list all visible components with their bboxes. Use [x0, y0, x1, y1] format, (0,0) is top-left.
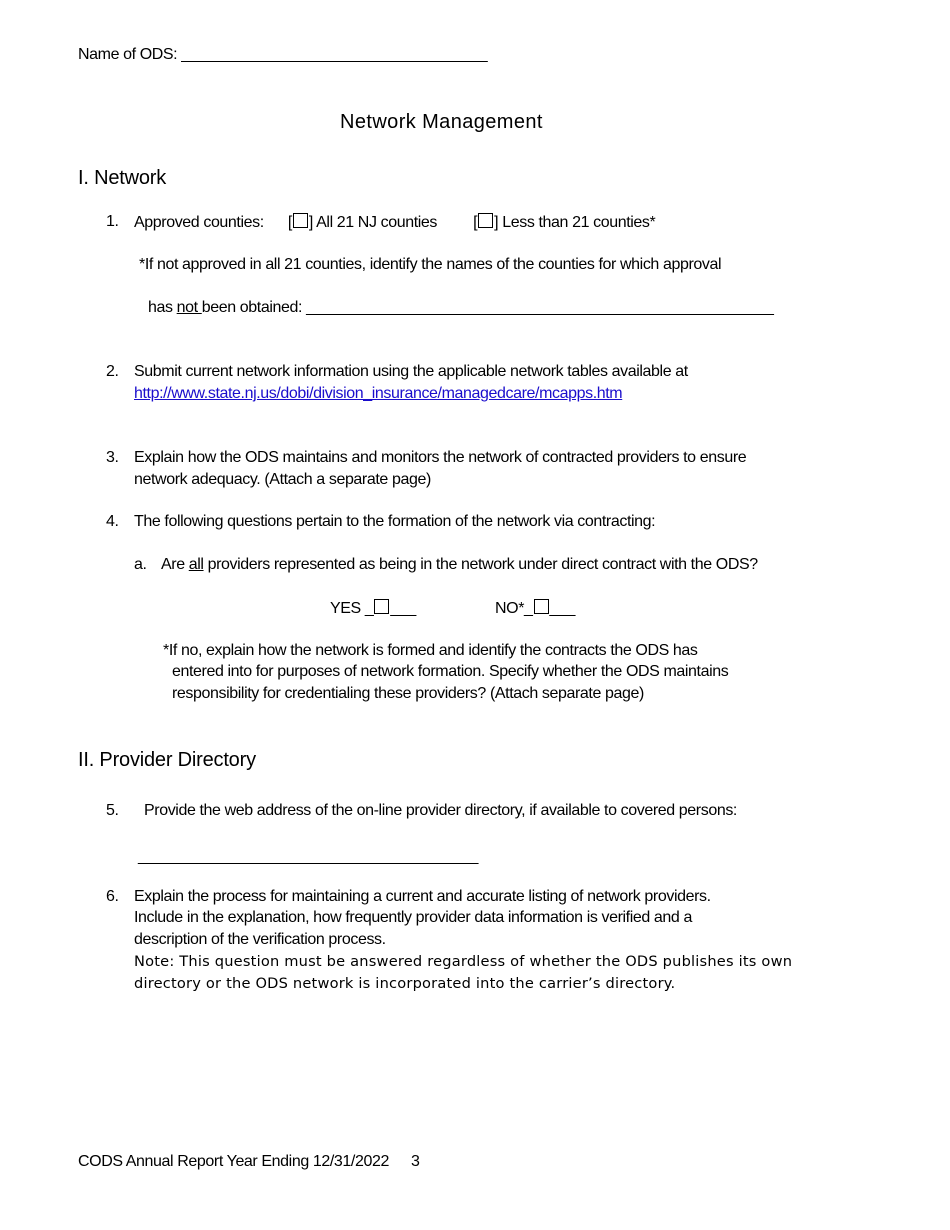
q4a-all: all — [188, 556, 204, 573]
q4a-post: providers represented as being in the network under direct contract with the ODS? — [203, 556, 758, 573]
no-tail: ___ — [549, 600, 576, 617]
q1-note-post: been obtained: — [201, 299, 303, 316]
q3-line2: network adequacy. (Attach a separate page) — [134, 471, 431, 488]
q4-note-line2: entered into for purposes of network formation. Specify whether the ODS maintains — [172, 663, 729, 680]
yes-field — [330, 599, 416, 618]
q1-counties-blank: _______________________________________________________ — [306, 299, 774, 316]
q1-option-all: All 21 NJ counties — [316, 214, 438, 231]
no-label: NO*_ — [495, 600, 533, 617]
q1-bracket-close-1: ] — [308, 214, 313, 231]
q4a-label: a. — [134, 556, 147, 573]
ods-name-field — [78, 46, 487, 64]
footer-text: CODS Annual Report Year Ending 12/31/2022 — [78, 1153, 389, 1170]
q1-note-line1: *If not approved in all 21 counties, identify the names of the counties for which approval — [139, 256, 722, 273]
q5-number: 5. — [106, 802, 119, 819]
all-counties-checkbox[interactable] — [293, 213, 308, 228]
q6-note-line1: Note: This question must be answered regardless of whether the ODS publishes its own — [134, 953, 793, 970]
q4-note-line1: *If no, explain how the network is formed and identify the contracts the ODS has — [163, 642, 698, 659]
no-checkbox[interactable] — [534, 599, 549, 614]
network-tables-link[interactable]: http://www.state.nj.us/dobi/division_insurance/managedcare/mcapps.htm — [134, 385, 623, 402]
q1-label: Approved counties: — [134, 214, 264, 231]
q6-line3: description of the verification process. — [134, 931, 386, 948]
no-field — [495, 599, 575, 618]
q6-note-line2: directory or the ODS network is incorporated into the carrier’s directory. — [134, 975, 676, 992]
yes-checkbox[interactable] — [374, 599, 389, 614]
q4a-question — [161, 556, 758, 574]
q3-line1: Explain how the ODS maintains and monitors the network of contracted providers to ensure — [134, 449, 747, 466]
q1-bracket-open-1: [ — [287, 214, 292, 231]
q1-note-pre: has — [148, 299, 177, 316]
q1-note-line2 — [148, 299, 774, 317]
q1-number: 1. — [106, 213, 119, 230]
q4-text: The following questions pertain to the formation of the network via contracting: — [134, 513, 656, 530]
yes-label: YES _ — [330, 600, 374, 617]
q5-text: Provide the web address of the on-line provider directory, if available to covered persons: — [144, 802, 737, 819]
q2-text: Submit current network information using the applicable network tables available at — [134, 363, 688, 380]
q6-line1: Explain the process for maintaining a current and accurate listing of network providers. — [134, 888, 711, 905]
footer — [78, 1153, 420, 1171]
q4-number: 4. — [106, 513, 119, 530]
q1-option-less: Less than 21 counties* — [502, 214, 656, 231]
q1-bracket-open-2: [ — [473, 214, 478, 231]
q1-note-not: not — [176, 299, 202, 316]
q6-number: 6. — [106, 888, 119, 905]
page-title: Network Management — [340, 111, 543, 133]
q1-row — [134, 213, 655, 232]
section-heading-provider-directory: II. Provider Directory — [78, 749, 256, 771]
section-heading-network: I. Network — [78, 167, 167, 189]
page-number: 3 — [411, 1153, 420, 1170]
q2-number: 2. — [106, 363, 119, 380]
q4-note-line3: responsibility for credentialing these providers? (Attach separate page) — [172, 685, 644, 702]
q1-bracket-close-2: ] — [494, 214, 499, 231]
less-than-21-checkbox[interactable] — [478, 213, 493, 228]
yes-tail: ___ — [390, 600, 416, 617]
q3-number: 3. — [106, 449, 119, 466]
ods-name-line: ____________________________________ — [181, 46, 488, 63]
q6-line2: Include in the explanation, how frequently provider data information is verified and a — [134, 909, 692, 926]
web-address-blank: ________________________________________ — [138, 848, 478, 865]
q4a-pre: Are — [161, 556, 189, 573]
ods-name-label: Name of ODS: — [78, 46, 178, 63]
